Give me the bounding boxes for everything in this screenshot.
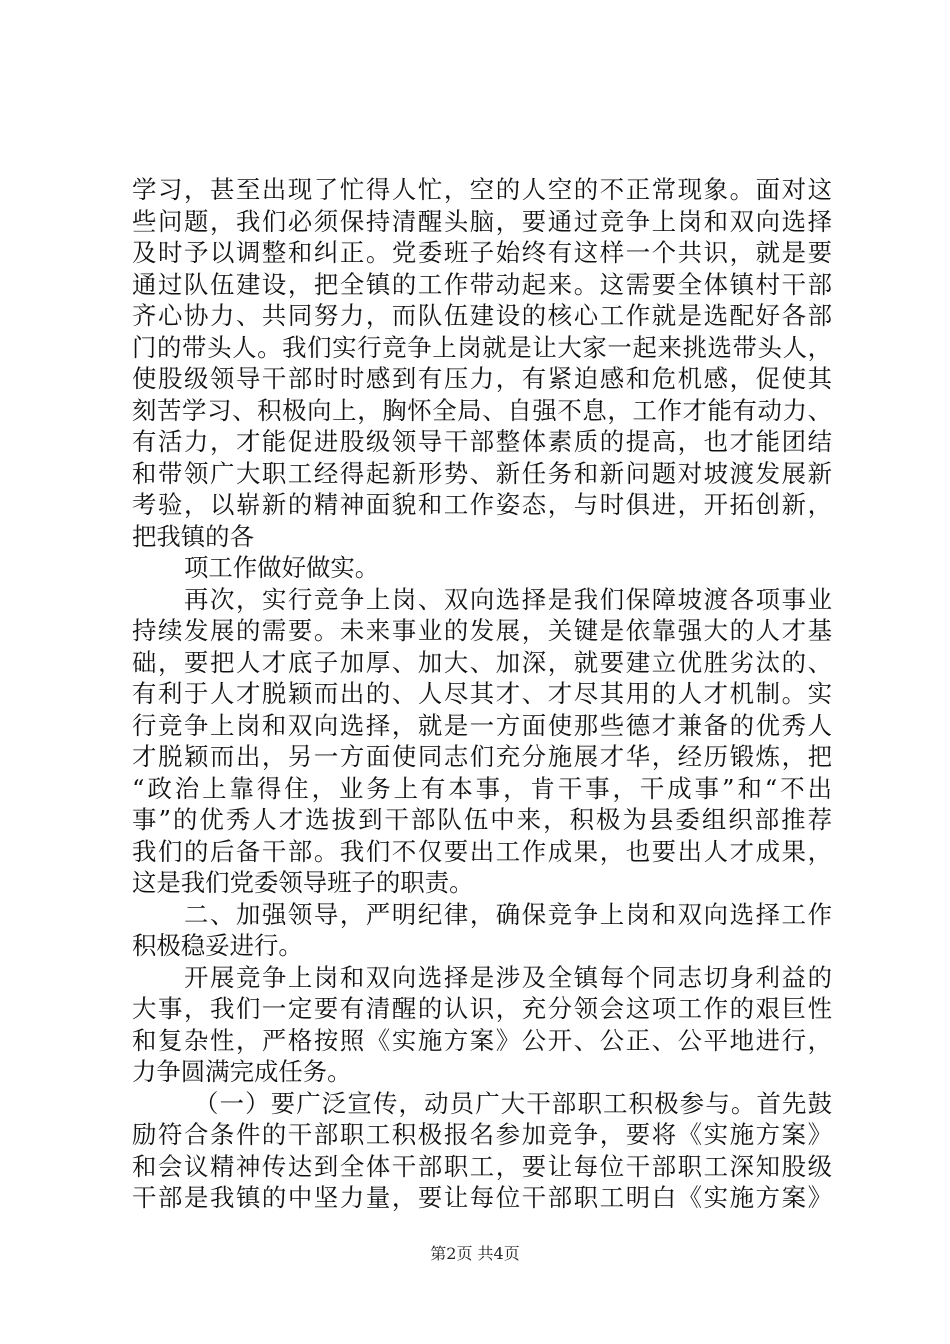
text-line: 持续发展的需要。未来事业的发展，关键是依靠强大的人才基 xyxy=(132,616,832,645)
page-footer: 第2页 共4页 xyxy=(430,1244,520,1263)
text-line: 励符合条件的干部职工积极报名参加竞争，要将《实施方案》 xyxy=(132,1120,832,1149)
text-line: 些问题，我们必须保持清醒头脑，要通过竞争上岗和双向选择 xyxy=(132,206,832,236)
text-line: 有利于人才脱颖而出的、人尽其才、才尽其用的人才机制。实 xyxy=(132,679,832,708)
text-line: 刻苦学习、积极向上，胸怀全局、自强不息，工作才能有动力、 xyxy=(132,395,832,425)
text-line: 再次，实行竞争上岗、双向选择是我们保障坡渡各项事业 xyxy=(184,584,832,614)
text-line: 把我镇的各 xyxy=(132,521,254,551)
text-line: 这是我们党委领导班子的职责。 xyxy=(132,868,474,897)
text-line: 我们的后备干部。我们不仅要出工作成果，也要出人才成果， xyxy=(132,836,832,866)
text-line: 和复杂性，严格按照《实施方案》公开、公正、公平地进行， xyxy=(132,1025,832,1055)
text-line: “政治上靠得住，业务上有本事，肯干事，干成事”和“不出 xyxy=(132,773,832,803)
text-line: 学习，甚至出现了忙得人忙，空的人空的不正常现象。面对这 xyxy=(132,175,832,204)
text-line: 开展竞争上岗和双向选择是涉及全镇每个同志切身利益的 xyxy=(184,962,832,992)
text-line: 积极稳妥进行。 xyxy=(132,931,303,960)
text-line: 干部是我镇的中坚力量，要让每位干部职工明白《实施方案》 xyxy=(132,1183,832,1212)
text-line: 门的带头人。我们实行竞争上岗就是让大家一起来挑选带头人， xyxy=(132,332,832,362)
text-line: 才脱颖而出，另一方面使同志们充分施展才华，经历锻炼，把 xyxy=(132,742,832,771)
text-line: 和会议精神传达到全体干部职工，要让每位干部职工深知股级 xyxy=(132,1151,832,1181)
text-line: 二、加强领导，严明纪律，确保竞争上岗和双向选择工作 xyxy=(184,899,832,929)
text-line: 大事，我们一定要有清醒的认识，充分领会这项工作的艰巨性 xyxy=(132,994,832,1023)
text-line: 使股级领导干部时时感到有压力，有紧迫感和危机感，促使其 xyxy=(132,364,832,393)
text-line: 项工作做好做实。 xyxy=(184,553,380,582)
document-body xyxy=(132,174,832,1214)
text-line: 考验，以崭新的精神面貌和工作姿态，与时俱进，开拓创新， xyxy=(132,490,832,519)
text-line: 力争圆满完成任务。 xyxy=(132,1057,352,1086)
text-line: （一）要广泛宣传，动员广大干部职工积极参与。首先鼓 xyxy=(194,1088,832,1118)
text-line: 齐心协力、共同努力，而队伍建设的核心工作就是选配好各部 xyxy=(132,301,832,330)
text-line: 础，要把人才底子加厚、加大、加深，就要建立优胜劣汰的、 xyxy=(132,647,832,677)
text-line: 行竞争上岗和双向选择，就是一方面使那些德才兼备的优秀人 xyxy=(132,710,832,740)
text-line: 通过队伍建设，把全镇的工作带动起来。这需要全体镇村干部 xyxy=(132,269,832,299)
text-line: 有活力，才能促进股级领导干部整体素质的提高，也才能团结 xyxy=(132,427,832,456)
text-line: 事”的优秀人才选拔到干部队伍中来，积极为县委组织部推荐 xyxy=(132,805,832,834)
text-line: 和带领广大职工经得起新形势、新任务和新问题对坡渡发展新 xyxy=(132,458,832,488)
text-line: 及时予以调整和纠正。党委班子始终有这样一个共识，就是要 xyxy=(132,238,832,267)
